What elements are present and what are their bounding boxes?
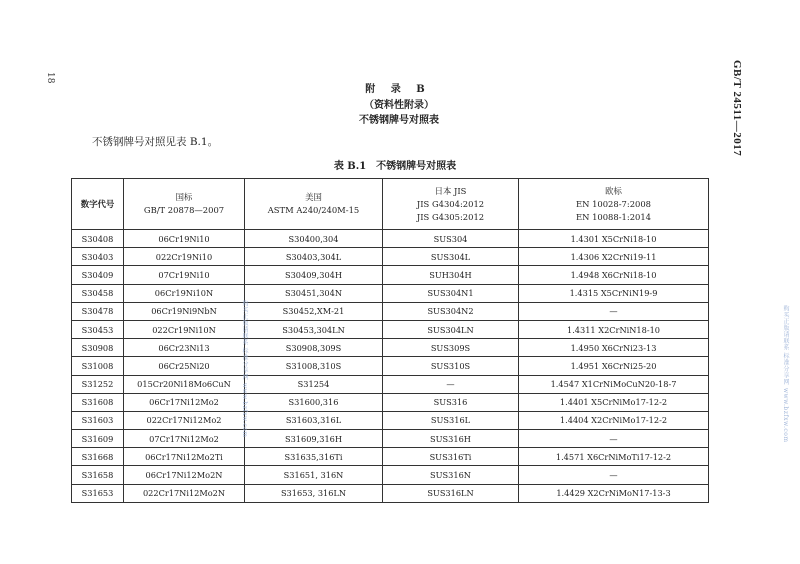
cell-digital-code: S31658 <box>72 466 124 484</box>
cell-digital-code: S30478 <box>72 302 124 320</box>
cell-digital-code: S30409 <box>72 266 124 284</box>
page-number: 18 <box>45 72 55 84</box>
cell-astm-grade: S30409,304H <box>245 266 383 284</box>
cell-astm-grade: S30908,309S <box>245 339 383 357</box>
grade-comparison-table <box>71 178 709 503</box>
header-digital-code: 数字代号 <box>72 179 124 230</box>
cell-gb-grade: 022Cr19Ni10N <box>124 320 245 338</box>
cell-jis-grade: SUH304H <box>383 266 519 284</box>
cell-digital-code: S31252 <box>72 375 124 393</box>
header-jis: 日本 JIS JIS G4304:2012 JIS G4305:2012 <box>383 179 519 230</box>
cell-digital-code: S31609 <box>72 430 124 448</box>
cell-jis-grade: SUS316LN <box>383 484 519 502</box>
cell-gb-grade: 06Cr17Ni12Mo2 <box>124 393 245 411</box>
cell-en-grade: 1.4301 X5CrNi18-10 <box>519 230 709 248</box>
cell-digital-code: S31008 <box>72 357 124 375</box>
watermark-left: 购买正版请联系 标准分享网 www.bzfxw.com <box>241 300 248 438</box>
cell-gb-grade: 06Cr19Ni9NbN <box>124 302 245 320</box>
cell-jis-grade: SUS304 <box>383 230 519 248</box>
cell-digital-code: S31603 <box>72 411 124 429</box>
intro-text: 不锈钢牌号对照见表 B.1。 <box>92 136 219 148</box>
cell-gb-grade: 06Cr17Ni12Mo2Ti <box>124 448 245 466</box>
cell-gb-grade: 07Cr19Ni10 <box>124 266 245 284</box>
cell-gb-grade: 022Cr19Ni10 <box>124 248 245 266</box>
cell-jis-grade: SUS304LN <box>383 320 519 338</box>
header-en: 欧标 EN 10028-7:2008 EN 10088-1:2014 <box>519 179 709 230</box>
cell-jis-grade: — <box>383 375 519 393</box>
cell-digital-code: S31653 <box>72 484 124 502</box>
cell-en-grade: — <box>519 302 709 320</box>
table-row <box>72 484 709 502</box>
cell-digital-code: S30908 <box>72 339 124 357</box>
cell-gb-grade: 07Cr17Ni12Mo2 <box>124 430 245 448</box>
cell-digital-code: S31608 <box>72 393 124 411</box>
cell-gb-grade: 06Cr17Ni12Mo2N <box>124 466 245 484</box>
cell-astm-grade: S31603,316L <box>245 411 383 429</box>
cell-astm-grade: S31600,316 <box>245 393 383 411</box>
cell-astm-grade: S31254 <box>245 375 383 393</box>
table-row <box>72 411 709 429</box>
table-row <box>72 430 709 448</box>
cell-en-grade: 1.4571 X6CrNiMoTi17-12-2 <box>519 448 709 466</box>
cell-en-grade: — <box>519 430 709 448</box>
cell-jis-grade: SUS316N <box>383 466 519 484</box>
cell-digital-code: S30403 <box>72 248 124 266</box>
cell-jis-grade: SUS304N2 <box>383 302 519 320</box>
table-row <box>72 466 709 484</box>
table-row <box>72 284 709 302</box>
cell-gb-grade: 06Cr23Ni13 <box>124 339 245 357</box>
cell-jis-grade: SUS316H <box>383 430 519 448</box>
table-row <box>72 393 709 411</box>
table-row <box>72 320 709 338</box>
cell-astm-grade: S31635,316Ti <box>245 448 383 466</box>
cell-jis-grade: SUS304N1 <box>383 284 519 302</box>
cell-en-grade: 1.4950 X6CrNi23-13 <box>519 339 709 357</box>
cell-en-grade: 1.4948 X6CrNi18-10 <box>519 266 709 284</box>
cell-gb-grade: 06Cr19Ni10 <box>124 230 245 248</box>
annex-title: 不锈钢牌号对照表 <box>359 115 439 126</box>
cell-gb-grade: 06Cr19Ni10N <box>124 284 245 302</box>
cell-en-grade: 1.4306 X2CrNi19-11 <box>519 248 709 266</box>
table-row <box>72 266 709 284</box>
cell-en-grade: 1.4311 X2CrNiN18-10 <box>519 320 709 338</box>
cell-en-grade: 1.4951 X6CrNi25-20 <box>519 357 709 375</box>
cell-astm-grade: S30453,304LN <box>245 320 383 338</box>
table-row <box>72 230 709 248</box>
header-astm: 美国 ASTM A240/240M-15 <box>245 179 383 230</box>
table-row <box>72 375 709 393</box>
cell-en-grade: 1.4401 X5CrNiMo17-12-2 <box>519 393 709 411</box>
cell-jis-grade: SUS310S <box>383 357 519 375</box>
cell-digital-code: S30458 <box>72 284 124 302</box>
table-row <box>72 448 709 466</box>
cell-digital-code: S30453 <box>72 320 124 338</box>
cell-jis-grade: SUS304L <box>383 248 519 266</box>
cell-astm-grade: S30400,304 <box>245 230 383 248</box>
annex-heading: 附 录 B <box>365 84 431 95</box>
table-row <box>72 302 709 320</box>
cell-gb-grade: 015Cr20Ni18Mo6CuN <box>124 375 245 393</box>
cell-jis-grade: SUS309S <box>383 339 519 357</box>
table-row <box>72 248 709 266</box>
table-row <box>72 357 709 375</box>
cell-astm-grade: S31609,316H <box>245 430 383 448</box>
cell-jis-grade: SUS316Ti <box>383 448 519 466</box>
cell-astm-grade: S30451,304N <box>245 284 383 302</box>
cell-gb-grade: 022Cr17Ni12Mo2 <box>124 411 245 429</box>
cell-digital-code: S31668 <box>72 448 124 466</box>
cell-en-grade: 1.4547 X1CrNiMoCuN20-18-7 <box>519 375 709 393</box>
cell-jis-grade: SUS316 <box>383 393 519 411</box>
cell-en-grade: 1.4315 X5CrNiN19-9 <box>519 284 709 302</box>
cell-jis-grade: SUS316L <box>383 411 519 429</box>
cell-astm-grade: S31651, 316N <box>245 466 383 484</box>
cell-astm-grade: S30452,XM-21 <box>245 302 383 320</box>
table-row <box>72 339 709 357</box>
cell-en-grade: — <box>519 466 709 484</box>
cell-astm-grade: S31653, 316LN <box>245 484 383 502</box>
table-body <box>72 230 709 503</box>
standard-id: GB/T 24511—2017 <box>731 60 743 157</box>
cell-gb-grade: 022Cr17Ni12Mo2N <box>124 484 245 502</box>
table-header-row <box>72 179 709 230</box>
annex-type: （资料性附录） <box>364 100 434 111</box>
watermark-right: 购买正版请联系 标准分享网 www.bzfxw.com <box>782 305 789 443</box>
header-gb: 国标 GB/T 20878—2007 <box>124 179 245 230</box>
cell-en-grade: 1.4404 X2CrNiMo17-12-2 <box>519 411 709 429</box>
cell-digital-code: S30408 <box>72 230 124 248</box>
table-caption: 表 B.1 不锈钢牌号对照表 <box>333 161 457 172</box>
cell-gb-grade: 06Cr25Ni20 <box>124 357 245 375</box>
cell-astm-grade: S31008,310S <box>245 357 383 375</box>
cell-astm-grade: S30403,304L <box>245 248 383 266</box>
cell-en-grade: 1.4429 X2CrNiMoN17-13-3 <box>519 484 709 502</box>
